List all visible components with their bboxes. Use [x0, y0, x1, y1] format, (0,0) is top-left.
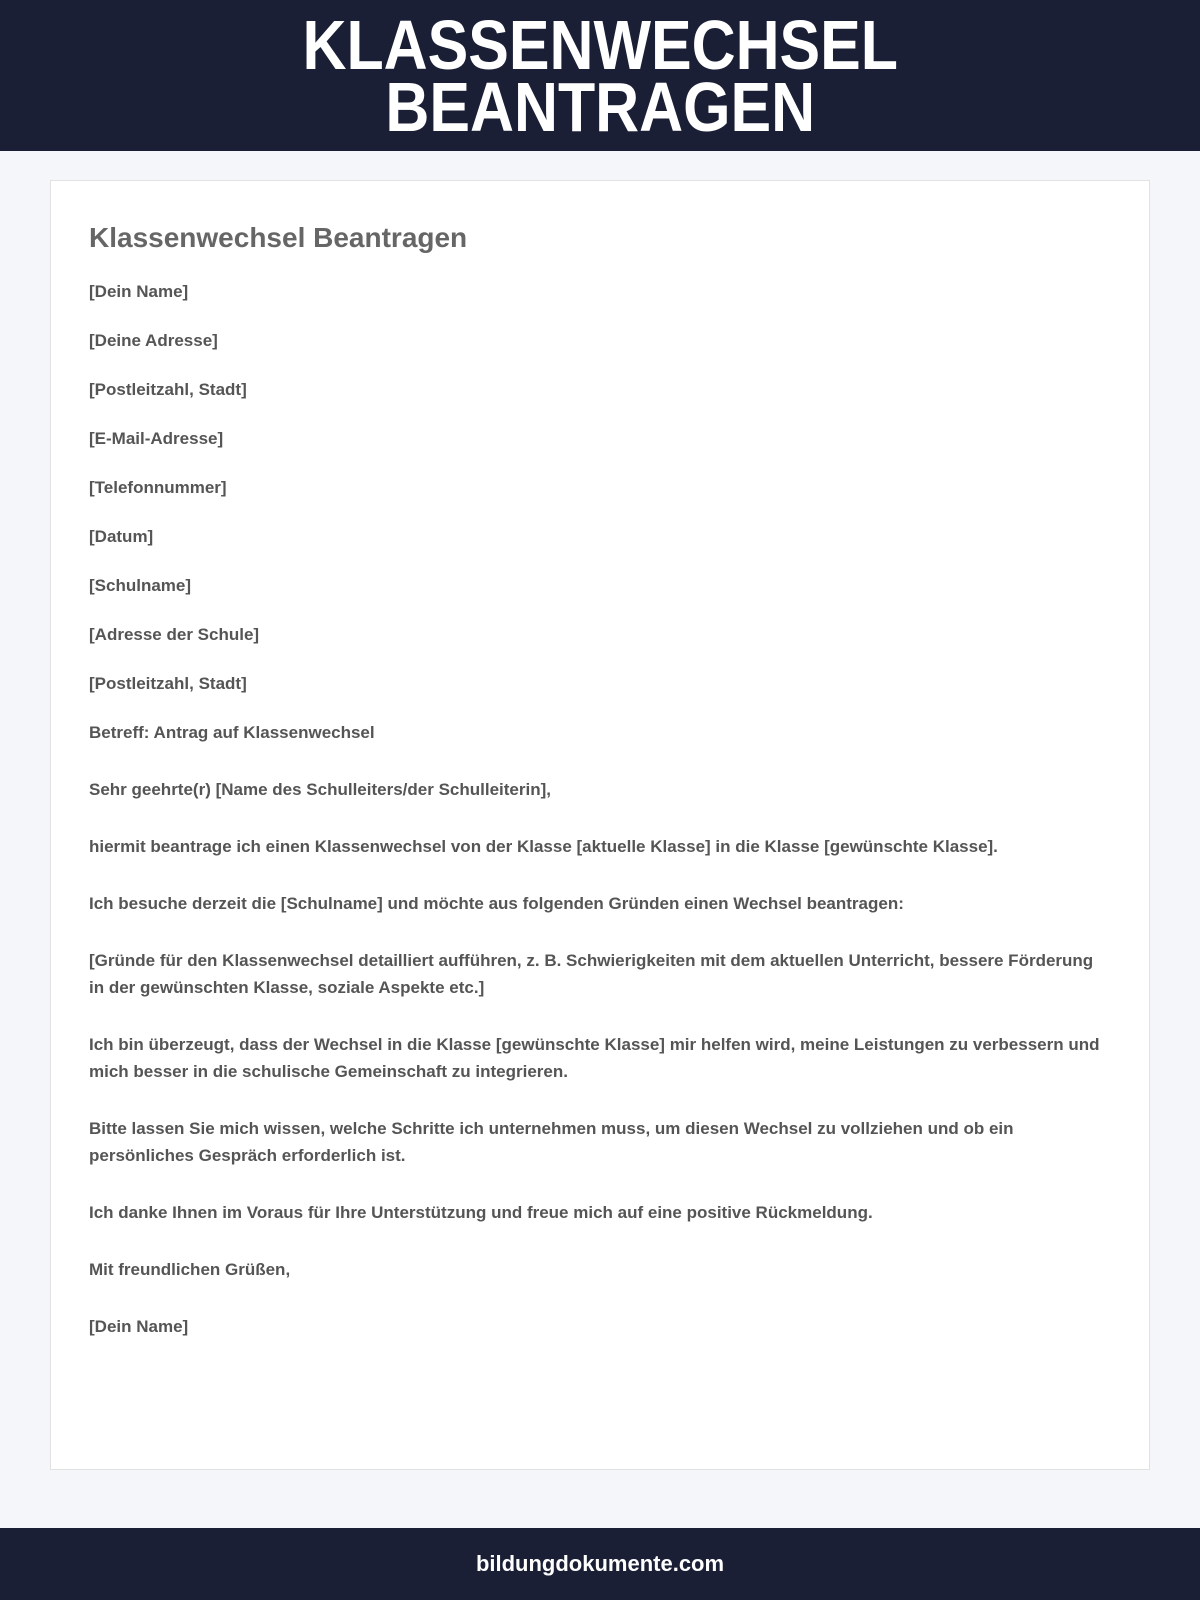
letter-paragraph: [Gründe für den Klassenwechsel detailliert aufführen, z. B. Schwierigkeiten mit dem aktuellen Unterricht, bessere Förderung in der gewünschten Klasse, soziale Aspekte etc.] — [89, 951, 1094, 997]
sender-line: [E-Mail-Adresse] — [89, 429, 224, 448]
letter-card — [50, 180, 1150, 1470]
letter-paragraph: hiermit beantrage ich einen Klassenwechsel von der Klasse [aktuelle Klasse] in die Klasse [gewünschte Klasse]. — [89, 837, 998, 856]
letter-paragraph: Ich danke Ihnen im Voraus für Ihre Unterstützung und freue mich auf eine positive Rückmeldung. — [89, 1203, 873, 1222]
page-header-title — [302, 5, 898, 146]
letter-paragraph: Ich besuche derzeit die [Schulname] und möchte aus folgenden Gründen einen Wechsel beantragen: — [89, 894, 904, 913]
sender-line: [Dein Name] — [89, 282, 189, 301]
signature-line: [Dein Name] — [89, 1317, 189, 1336]
letter-paragraph: Bitte lassen Sie mich wissen, welche Schritte ich unternehmen muss, um diesen Wechsel zu vollziehen und ob ein persönliches Gespräch erforderlich ist. — [89, 1119, 1014, 1165]
letter-body — [89, 833, 1111, 1226]
page-header-title-line1: KLASSENWECHSEL — [302, 5, 898, 84]
page-header-title-line2: BEANTRAGEN — [385, 67, 815, 146]
school-line: [Postleitzahl, Stadt] — [89, 674, 247, 693]
content-area — [0, 151, 1200, 1528]
salutation: Sehr geehrte(r) [Name des Schulleiters/der Schulleiterin], — [89, 780, 551, 799]
school-line: [Adresse der Schule] — [89, 625, 260, 644]
sender-block — [89, 278, 1111, 550]
letter-title: Klassenwechsel Beantragen — [89, 222, 468, 253]
school-block — [89, 572, 1111, 697]
subject-line: Betreff: Antrag auf Klassenwechsel — [89, 723, 375, 742]
page-footer — [0, 1528, 1200, 1600]
closing-line: Mit freundlichen Grüßen, — [89, 1260, 291, 1279]
page-header — [0, 0, 1200, 151]
sender-line: [Postleitzahl, Stadt] — [89, 380, 247, 399]
letter-paragraph: Ich bin überzeugt, dass der Wechsel in die Klasse [gewünschte Klasse] mir helfen wird, meine Leistungen zu verbessern und mich besser in die schulische Gemeinschaft zu integrieren. — [89, 1035, 1100, 1081]
sender-line: [Telefonnummer] — [89, 478, 227, 497]
sender-line: [Deine Adresse] — [89, 331, 218, 350]
sender-line: [Datum] — [89, 527, 154, 546]
footer-site-name: bildungdokumente.com — [475, 1551, 725, 1576]
school-line: [Schulname] — [89, 576, 192, 595]
